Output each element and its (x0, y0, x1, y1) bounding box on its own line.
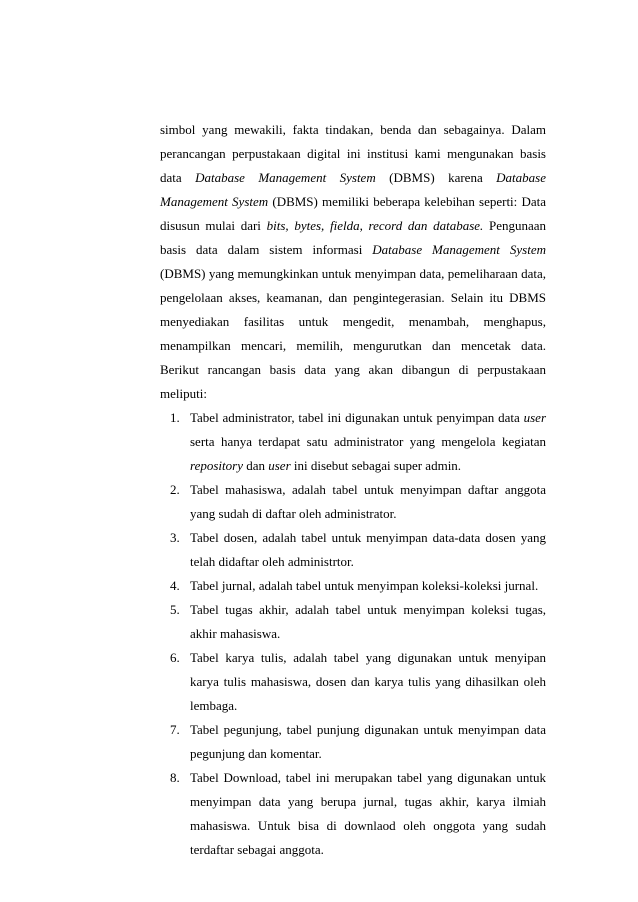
list-number: 3. (170, 530, 180, 545)
italic-text-run: Database Management System (160, 170, 546, 209)
text-run: Tabel jurnal, adalah tabel untuk menyimpan koleksi-koleksi jurnal. (190, 578, 539, 593)
page-content (160, 118, 546, 862)
italic-text-run: repository (190, 458, 243, 473)
list-item (170, 478, 546, 526)
list-item (170, 574, 546, 598)
text-run: serta hanya terdapat satu administrator yang mengelola kegiatan (190, 434, 546, 449)
text-run: (DBMS) karena (375, 170, 497, 185)
italic-text-run: Database Management System (195, 170, 376, 185)
text-run: Tabel mahasiswa, adalah tabel untuk menyimpan daftar anggota yang sudah di daftar oleh administrator. (190, 482, 546, 521)
italic-text-run: user (523, 410, 546, 425)
list-item-text (190, 530, 546, 569)
list-item (170, 406, 546, 478)
list-item (170, 766, 546, 862)
text-run: simbol yang mewakili, fakta tindakan, benda dan sebagainya. Dalam perancangan perpustakaan digital ini institusi kami mengunakan basis data (160, 122, 546, 185)
italic-text-run: user (268, 458, 291, 473)
list-item (170, 526, 546, 574)
body-paragraph (160, 118, 546, 406)
list-number: 7. (170, 722, 180, 737)
list-item-text (190, 650, 546, 713)
list-item-text (190, 602, 546, 641)
list-number: 5. (170, 602, 180, 617)
text-run: Tabel karya tulis, adalah tabel yang digunakan untuk menyipan karya tulis mahasiswa, dosen dan karya tulis yang dihasilkan oleh lembaga. (190, 650, 546, 713)
list-item-text (190, 722, 546, 761)
text-run: Tabel tugas akhir, adalah tabel untuk menyimpan koleksi tugas, akhir mahasiswa. (190, 602, 546, 641)
text-run: (DBMS) memiliki beberapa kelebihan seperti: Data disusun mulai dari (160, 194, 547, 233)
list-item (170, 598, 546, 646)
list-number: 2. (170, 482, 180, 497)
italic-text-run: bits, bytes, fielda, record dan database. (266, 218, 484, 233)
text-run: (DBMS) yang memungkinkan untuk menyimpan data, pemeliharaan data, pengelolaan akses, keamanan, dan pengintegerasian. Selain itu DBMS menyediakan fasilitas untuk mengedit, menambah, menghapus, menampilkan mencari, memilih, mengurutkan dan mencetak data. Berikut rancangan basis data yang akan dibangun di perpustakaan meliputi: (160, 266, 546, 401)
list-item (170, 718, 546, 766)
list-item (170, 646, 546, 718)
list-item-text (190, 578, 538, 593)
italic-text-run: Database Management System (372, 242, 546, 257)
text-run: Tabel dosen, adalah tabel untuk menyimpan data-data dosen yang telah didaftar oleh administrtor. (190, 530, 546, 569)
list-item-text (190, 482, 546, 521)
list-number: 1. (170, 410, 180, 425)
text-run: Tabel administrator, tabel ini digunakan untuk penyimpan data (190, 410, 524, 425)
table-list (160, 406, 546, 862)
text-run: Tabel pegunjung, tabel punjung digunakan untuk menyimpan data pegunjung dan komentar. (190, 722, 546, 761)
list-item-text (190, 770, 546, 857)
text-run: ini disebut sebagai super admin. (290, 458, 462, 473)
text-run: Pengunaan basis data dalam sistem informasi (160, 218, 547, 257)
text-run: dan (242, 458, 269, 473)
text-run: Tabel Download, tabel ini merupakan tabel yang digunakan untuk menyimpan data yang berupa jurnal, tugas akhir, karya ilmiah mahasiswa. Untuk bisa di downlaod oleh onggota yang sudah terdaftar sebagai anggota. (190, 770, 546, 857)
list-number: 8. (170, 770, 180, 785)
list-number: 6. (170, 650, 180, 665)
list-number: 4. (170, 578, 180, 593)
list-item-text (190, 410, 546, 473)
